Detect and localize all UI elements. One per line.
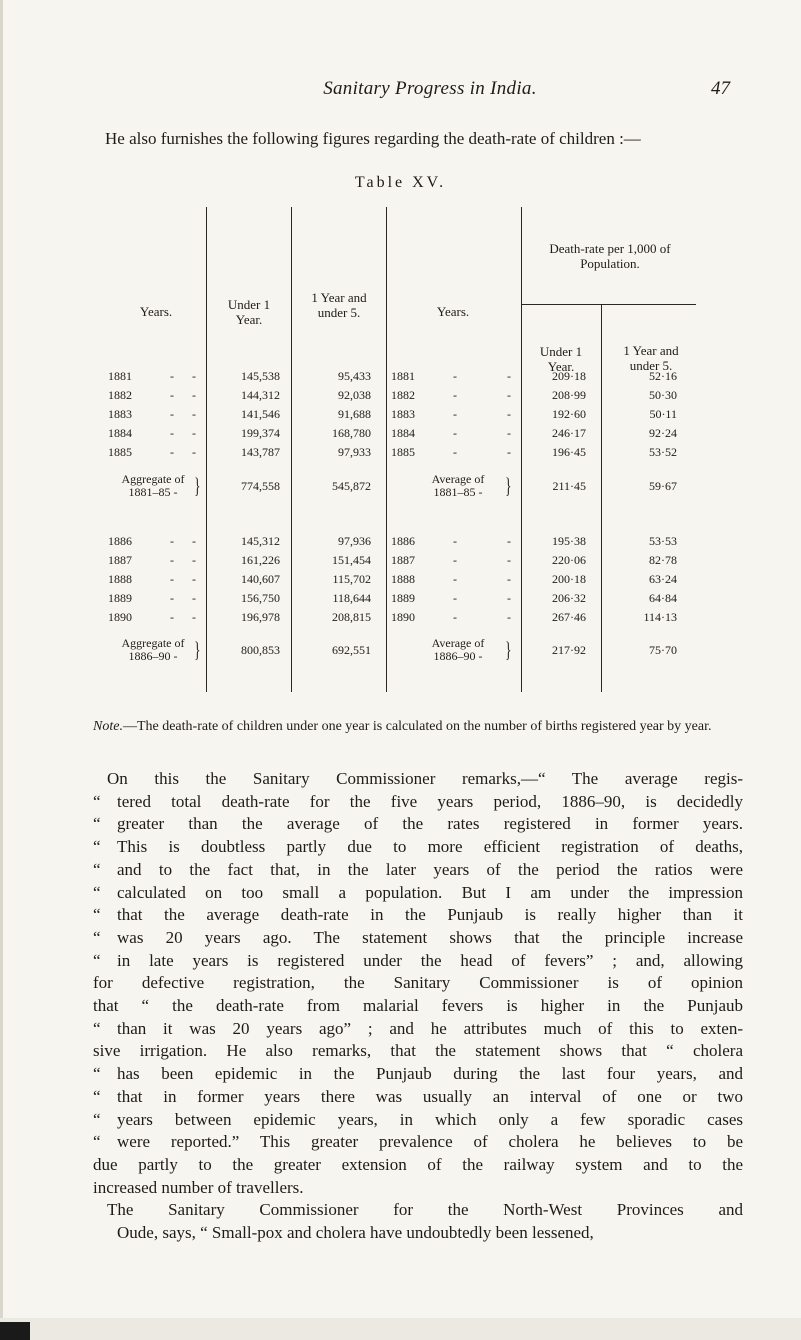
- dash-cell: -: [453, 553, 457, 567]
- body-line: [93, 950, 743, 973]
- under-1-cell: 145,538: [241, 369, 280, 383]
- line-text: that “ the death-rate from malarial fevers is higher in the Punjaub: [93, 996, 743, 1016]
- dash-cell: -: [170, 426, 174, 440]
- dr-under-1-cell: 209·18: [552, 369, 586, 383]
- dr-1-to-5-average: 75·70: [649, 643, 677, 657]
- aggregate-label-line2: 1886–90 -: [128, 649, 178, 663]
- line-text: years between epidemic years, in which only a few sporadic cases: [117, 1109, 743, 1129]
- dash-cell: -: [507, 369, 511, 383]
- brace-icon: }: [505, 637, 512, 662]
- body-line: [93, 1040, 743, 1063]
- dash-cell: -: [453, 388, 457, 402]
- one-to-5-total: 545,872: [332, 479, 371, 493]
- dr-under-1-cell: 192·60: [552, 407, 586, 421]
- line-text: greater than the average of the rates registered in former years.: [117, 814, 743, 834]
- dash-cell: -: [170, 407, 174, 421]
- dash-cell: -: [192, 445, 196, 459]
- line-text: This is doubtless partly due to more efficient registration of deaths,: [117, 837, 743, 857]
- year-2-cell: 1888: [391, 572, 415, 586]
- dr-under-1-cell: 220·06: [552, 553, 586, 567]
- body-text: [93, 768, 743, 1245]
- dash-cell: -: [507, 445, 511, 459]
- dash-cell: -: [507, 553, 511, 567]
- dr-1-to-5-cell: 52·16: [649, 369, 677, 383]
- dr-under-1-cell: 200·18: [552, 572, 586, 586]
- dash-cell: -: [170, 445, 174, 459]
- one-to-5-cell: 91,688: [338, 407, 371, 421]
- brace-icon: }: [194, 637, 201, 662]
- under-1-cell: 143,787: [241, 445, 280, 459]
- line-text: than it was 20 years ago” ; and he attributes much of this to exten-: [117, 1018, 743, 1038]
- body-line: [93, 904, 743, 927]
- quote-mark: “: [93, 859, 101, 879]
- line-text: calculated on too small a population. But I am under the impression: [117, 882, 743, 902]
- average-label-line1: Average of: [431, 636, 485, 650]
- quote-mark: “: [93, 882, 101, 902]
- aggregate-label-line1: Aggregate of: [121, 636, 185, 650]
- one-to-5-cell: 208,815: [332, 610, 371, 624]
- note-label: Note.: [93, 719, 123, 734]
- body-line: [93, 972, 743, 995]
- dash-cell: -: [192, 369, 196, 383]
- brace-icon: }: [505, 473, 512, 498]
- one-to-5-total: 692,551: [332, 643, 371, 657]
- scan-bottom-border: [0, 1318, 801, 1340]
- dr-1-to-5-cell: 53·52: [649, 445, 677, 459]
- header-years: Years.: [139, 304, 173, 319]
- year-2-cell: 1884: [391, 426, 415, 440]
- quote-mark: “: [93, 1109, 101, 1129]
- note-text: —The death-rate of children under one year is calculated on the number of births registered year by year.: [122, 719, 712, 734]
- under-1-cell: 141,546: [241, 407, 280, 421]
- dash-cell: -: [453, 426, 457, 440]
- line-text: sive irrigation. He also remarks, that the statement shows that “ cholera: [93, 1041, 743, 1061]
- year-2-cell: 1881: [391, 369, 415, 383]
- quote-mark: “: [93, 791, 101, 811]
- year-cell: 1885: [108, 445, 132, 459]
- under-1-total: 774,558: [241, 479, 280, 493]
- table-title: Table XV.: [354, 174, 447, 191]
- dash-cell: -: [192, 426, 196, 440]
- body-line: [93, 813, 743, 836]
- line-text: due partly to the greater extension of the railway system and to the: [93, 1154, 743, 1174]
- dr-1-to-5-cell: 92·24: [649, 426, 677, 440]
- dash-cell: -: [192, 534, 196, 548]
- line-text: The Sanitary Commissioner for the North-West Provinces and: [107, 1200, 743, 1220]
- intro-paragraph: He also furnishes the following figures regarding the death-rate of children :—: [105, 129, 641, 148]
- body-line: [93, 927, 743, 950]
- line-text: and to the fact that, in the later years of the period the ratios were: [117, 859, 743, 879]
- average-label-line2: 1886–90 -: [433, 649, 483, 663]
- line-text: in late years is registered under the head of fevers” ; and, allowing: [117, 950, 743, 970]
- line-text: tered total death-rate for the five years period, 1886–90, is decidedly: [117, 791, 743, 811]
- line-text: was 20 years ago. The statement shows that the principle increase: [117, 927, 743, 947]
- body-line: [93, 1018, 743, 1041]
- body-line: [93, 995, 743, 1018]
- line-text: On this the Sanitary Commissioner remarks,—“ The average regis-: [107, 769, 743, 788]
- line-text: for defective registration, the Sanitary Commissioner is of opinion: [93, 973, 743, 993]
- dash-cell: -: [170, 610, 174, 624]
- quote-mark: “: [93, 1086, 101, 1106]
- header-death-rate: Death-rate per 1,000 of Population.: [549, 241, 671, 271]
- body-line: [93, 859, 743, 882]
- dash-cell: -: [507, 610, 511, 624]
- aggregate-label-line1: Aggregate of: [121, 472, 185, 486]
- dr-1-to-5-cell: 64·84: [649, 591, 677, 605]
- table-note: [93, 717, 743, 736]
- one-to-5-cell: 118,644: [332, 591, 371, 605]
- death-rate-table: [108, 207, 694, 687]
- page-edge: [0, 0, 3, 1340]
- body-line: [93, 836, 743, 859]
- header-dr-under-1: Under 1 Year.: [539, 344, 583, 374]
- dr-under-1-cell: 196·45: [552, 445, 586, 459]
- year-cell: 1883: [108, 407, 132, 421]
- quote-mark: “: [93, 837, 101, 857]
- dash-cell: -: [170, 553, 174, 567]
- dash-cell: -: [192, 610, 196, 624]
- quote-mark: “: [93, 905, 101, 925]
- dash-cell: -: [453, 369, 457, 383]
- dash-cell: -: [453, 610, 457, 624]
- quote-mark: “: [93, 1064, 101, 1084]
- body-line: [93, 1109, 743, 1132]
- under-1-cell: 140,607: [241, 572, 280, 586]
- dash-cell: -: [192, 553, 196, 567]
- page-number: 47: [711, 78, 730, 99]
- year-2-cell: 1886: [391, 534, 415, 548]
- body-line: [93, 1199, 743, 1222]
- year-2-cell: 1885: [391, 445, 415, 459]
- one-to-5-cell: 97,933: [338, 445, 371, 459]
- dash-cell: -: [453, 591, 457, 605]
- quote-mark: “: [93, 927, 101, 947]
- year-2-cell: 1887: [391, 553, 415, 567]
- dash-cell: -: [170, 591, 174, 605]
- dash-cell: -: [453, 572, 457, 586]
- dash-cell: -: [507, 591, 511, 605]
- under-1-cell: 161,226: [241, 553, 280, 567]
- header-years-2: Years.: [436, 304, 470, 319]
- header-dr-1-to-5: 1 Year and under 5.: [623, 343, 679, 373]
- quote-mark: “: [93, 950, 101, 970]
- dr-1-to-5-cell: 50·11: [649, 407, 677, 421]
- line-text: increased number of travellers.: [93, 1177, 304, 1197]
- dr-1-to-5-average: 59·67: [649, 479, 677, 493]
- line-text: were reported.” This greater prevalence of cholera he believes to be: [117, 1132, 743, 1152]
- dash-cell: -: [170, 572, 174, 586]
- dr-1-to-5-cell: 82·78: [649, 553, 677, 567]
- year-2-cell: 1889: [391, 591, 415, 605]
- dash-cell: -: [507, 572, 511, 586]
- body-line: [93, 768, 743, 791]
- body-line: [93, 1154, 743, 1177]
- body-line: [93, 1131, 743, 1154]
- year-cell: 1889: [108, 591, 132, 605]
- dash-cell: -: [192, 407, 196, 421]
- year-cell: 1884: [108, 426, 132, 440]
- year-2-cell: 1883: [391, 407, 415, 421]
- dr-1-to-5-cell: 50·30: [649, 388, 677, 402]
- year-cell: 1888: [108, 572, 132, 586]
- one-to-5-cell: 95,433: [338, 369, 371, 383]
- dr-1-to-5-cell: 63·24: [649, 572, 677, 586]
- one-to-5-cell: 92,038: [338, 388, 371, 402]
- dash-cell: -: [170, 388, 174, 402]
- dash-cell: -: [507, 534, 511, 548]
- year-2-cell: 1890: [391, 610, 415, 624]
- dr-under-1-average: 217·92: [552, 643, 586, 657]
- aggregate-label-line2: 1881–85 -: [128, 485, 178, 499]
- dash-cell: -: [453, 445, 457, 459]
- one-to-5-cell: 151,454: [332, 553, 371, 567]
- dash-cell: -: [507, 388, 511, 402]
- scan-mark: [0, 1322, 30, 1340]
- year-2-cell: 1882: [391, 388, 415, 402]
- dash-cell: -: [170, 534, 174, 548]
- dash-cell: -: [170, 369, 174, 383]
- dash-cell: -: [192, 572, 196, 586]
- under-1-cell: 156,750: [241, 591, 280, 605]
- quote-mark: “: [93, 1018, 101, 1038]
- header-1-to-5: 1 Year and under 5.: [311, 290, 367, 320]
- body-line: [93, 1086, 743, 1109]
- dash-cell: -: [192, 388, 196, 402]
- average-label-line1: Average of: [431, 472, 485, 486]
- line-text: has been epidemic in the Punjaub during the last four years, and: [117, 1064, 743, 1084]
- dr-under-1-cell: 195·38: [552, 534, 586, 548]
- line-text: that in former years there was usually an interval of one or two: [117, 1086, 743, 1106]
- one-to-5-cell: 168,780: [332, 426, 371, 440]
- dr-1-to-5-cell: 53·53: [649, 534, 677, 548]
- dash-cell: -: [507, 426, 511, 440]
- under-1-cell: 199,374: [241, 426, 280, 440]
- under-1-cell: 196,978: [241, 610, 280, 624]
- dash-cell: -: [507, 407, 511, 421]
- body-line: [93, 791, 743, 814]
- quote-mark: “: [93, 814, 101, 834]
- dash-cell: -: [453, 407, 457, 421]
- year-cell: 1882: [108, 388, 132, 402]
- body-line: [93, 1222, 743, 1245]
- line-text: Oude, says, “ Small-pox and cholera have undoubtedly been lessened,: [117, 1223, 594, 1243]
- one-to-5-cell: 97,936: [338, 534, 371, 548]
- dr-1-to-5-cell: 114·13: [643, 610, 677, 624]
- dr-under-1-cell: 246·17: [552, 426, 586, 440]
- year-cell: 1886: [108, 534, 132, 548]
- brace-icon: }: [194, 473, 201, 498]
- body-line: [93, 1177, 743, 1200]
- year-cell: 1887: [108, 553, 132, 567]
- one-to-5-cell: 115,702: [332, 572, 371, 586]
- year-cell: 1881: [108, 369, 132, 383]
- dash-cell: -: [192, 591, 196, 605]
- under-1-cell: 145,312: [241, 534, 280, 548]
- year-cell: 1890: [108, 610, 132, 624]
- quote-mark: “: [93, 1132, 101, 1152]
- dash-cell: -: [453, 534, 457, 548]
- dr-under-1-cell: 206·32: [552, 591, 586, 605]
- under-1-cell: 144,312: [241, 388, 280, 402]
- line-text: that the average death-rate in the Punjaub is really higher than it: [117, 905, 743, 925]
- body-line: [93, 882, 743, 905]
- under-1-total: 800,853: [241, 643, 280, 657]
- dr-under-1-cell: 208·99: [552, 388, 586, 402]
- running-head: Sanitary Progress in India.: [323, 78, 537, 99]
- average-label-line2: 1881–85 -: [433, 485, 483, 499]
- dr-under-1-cell: 267·46: [552, 610, 586, 624]
- body-line: [93, 1063, 743, 1086]
- header-under-1: Under 1 Year.: [227, 297, 271, 327]
- dr-under-1-average: 211·45: [552, 479, 586, 493]
